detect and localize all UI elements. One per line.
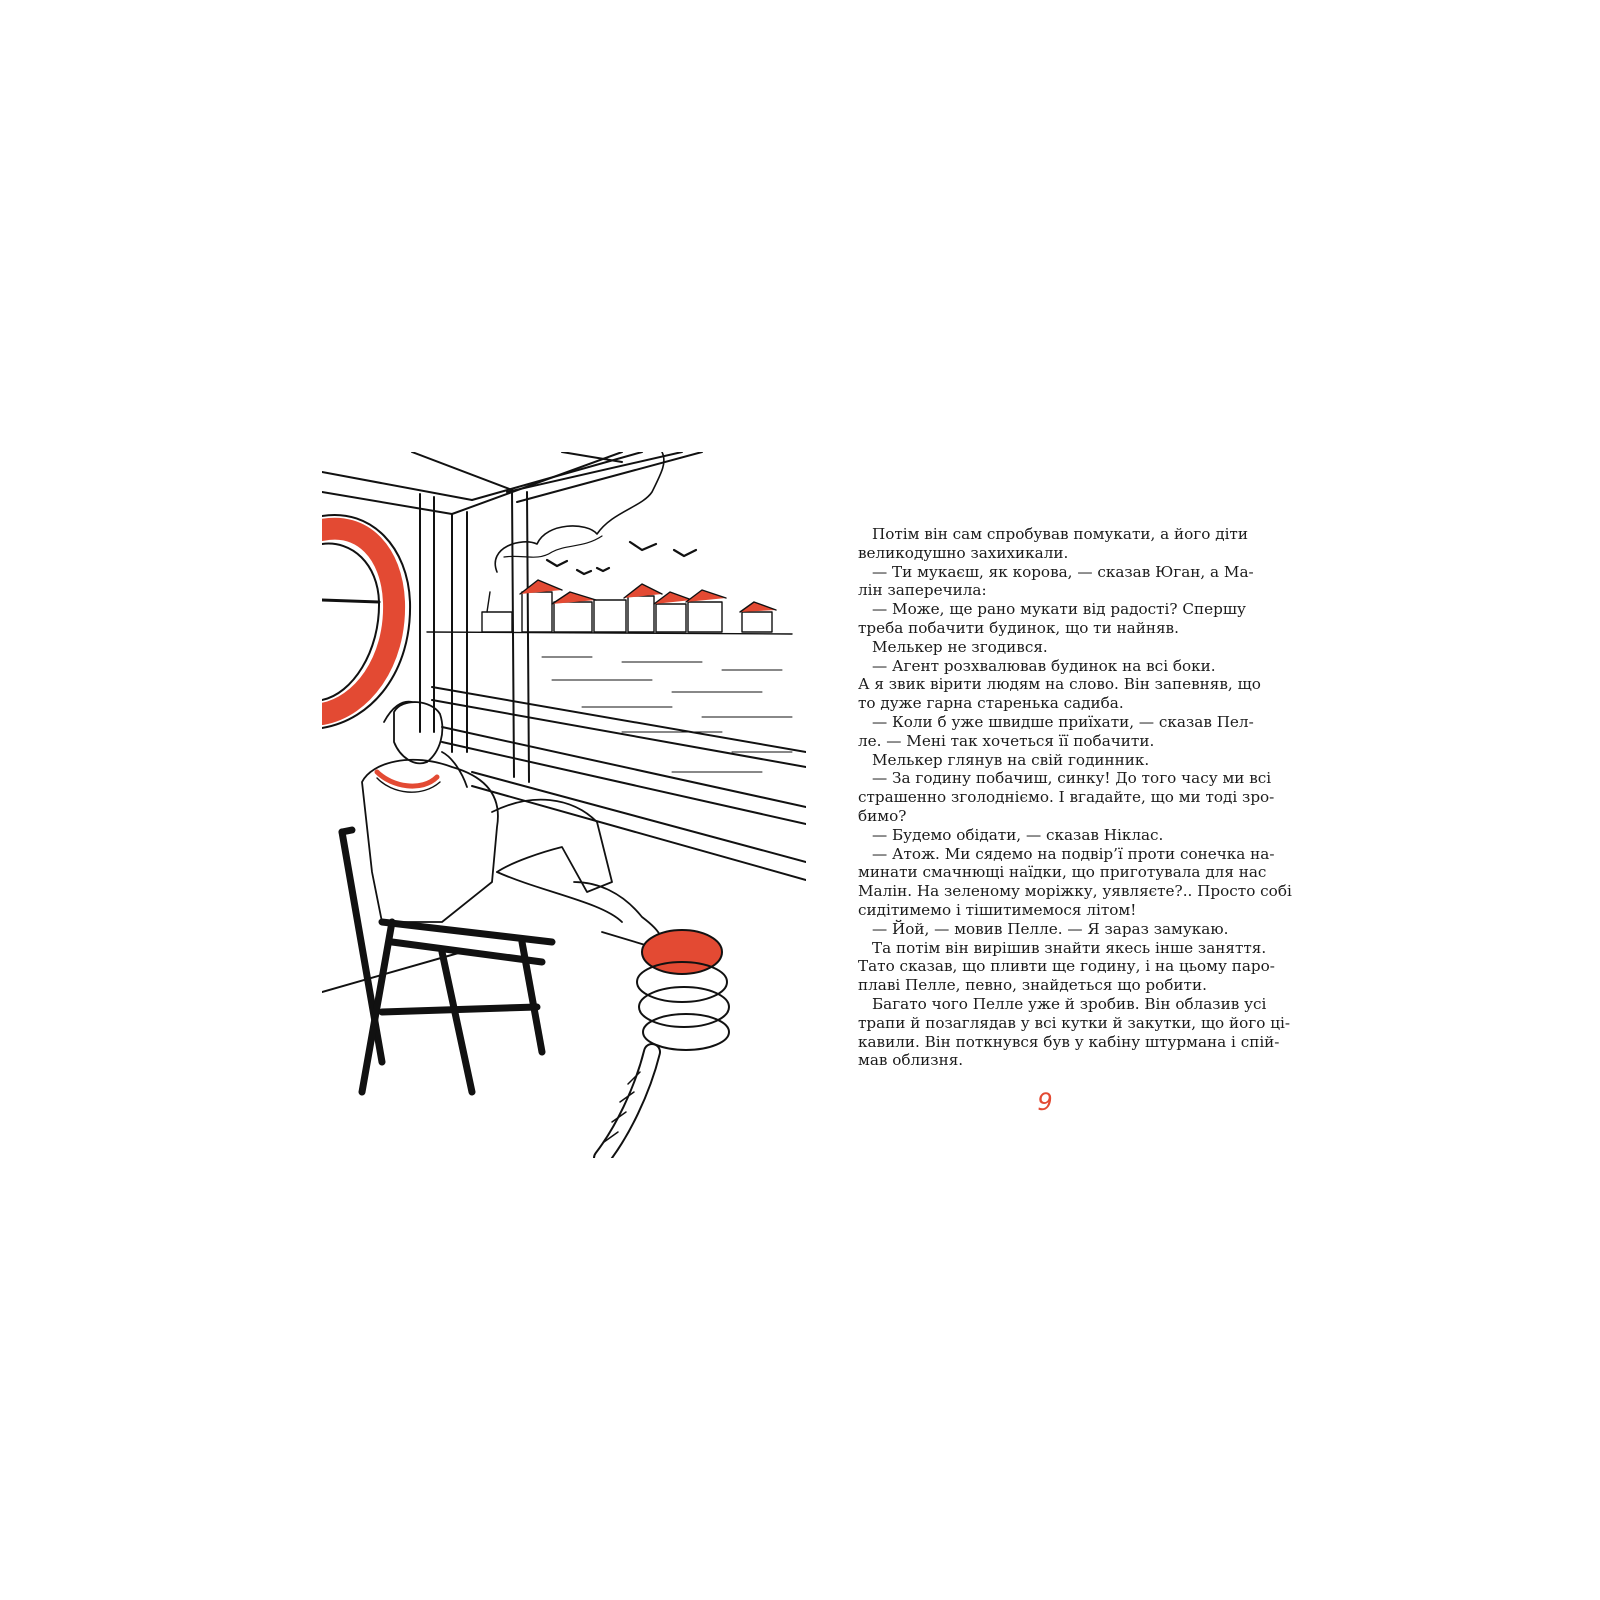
wooden-chair bbox=[342, 830, 552, 1092]
text-line: Малін. На зеленому моріжку, уявляєте?.. Просто собі bbox=[858, 882, 1292, 901]
page-number: 9 bbox=[1037, 1088, 1053, 1116]
text-line: минати смачнющі наїдки, що приготувала для нас bbox=[858, 863, 1267, 882]
text-line: кавили. Він поткнувся був у кабіну штурмана і спій- bbox=[858, 1032, 1280, 1051]
water bbox=[542, 657, 792, 772]
sitting-man bbox=[362, 702, 661, 947]
text-line: Потім він сам спробував помукати, а його діти bbox=[872, 525, 1248, 543]
text-line: лін заперечила: bbox=[858, 581, 987, 600]
text-line: ле. — Мені так хочеться її побачити. bbox=[858, 731, 1155, 750]
text-line: то дуже гарна старенька садиба. bbox=[858, 694, 1124, 713]
text-line: — Будемо обідати, — сказав Ніклас. bbox=[872, 825, 1164, 844]
text-line: — Ти мукаєш, як корова, — сказав Юган, а Ма- bbox=[872, 562, 1254, 581]
text-line: трапи й позаглядав у всі кутки й закутки, що його ці- bbox=[858, 1013, 1290, 1032]
text-line: — Атож. Ми сядемо на подвір’ї проти сонечка на- bbox=[872, 844, 1275, 863]
town-skyline bbox=[427, 580, 792, 634]
text-line: А я звик вірити людям на слово. Він запевняв, що bbox=[858, 675, 1261, 694]
text-line: мав облизня. bbox=[858, 1051, 964, 1070]
life-ring bbox=[322, 515, 410, 728]
text-line: треба побачити будинок, що ти найняв. bbox=[858, 618, 1179, 637]
text-line: — Йой, — мовив Пелле. — Я зараз замукаю. bbox=[872, 919, 1229, 938]
text-line: Тато сказав, що пливти ще годину, і на цьому паро- bbox=[858, 957, 1275, 976]
text-line: плаві Пелле, певно, знайдеться що робити. bbox=[858, 976, 1207, 995]
text-line: страшенно зголодніємо. І вгадайте, що ми тоді зро- bbox=[858, 788, 1275, 807]
text-line: — Агент розхвалював будинок на всі боки. bbox=[872, 656, 1216, 675]
text-line: великодушно захихикали. bbox=[858, 543, 1069, 562]
text-line: Багато чого Пелле уже й зробив. Він облазив усі bbox=[872, 994, 1267, 1013]
text-line: — За годину побачиш, синку! До того часу ми всі bbox=[872, 769, 1272, 788]
text-line: Мелькер глянув на свій годинник. bbox=[872, 750, 1150, 769]
text-line: бимо? bbox=[858, 806, 907, 825]
deck-posts bbox=[420, 490, 529, 782]
story-text bbox=[858, 525, 1292, 1070]
text-line: — Коли б уже швидше приїхати, — сказав Пел- bbox=[872, 712, 1254, 731]
rope-coil bbox=[602, 930, 729, 1158]
text-line: — Може, ще рано мукати від радості? Спершу bbox=[872, 600, 1246, 619]
text-line: Мелькер не згодився. bbox=[872, 637, 1048, 656]
text-line: Та потім він вирішив знайти якесь інше заняття. bbox=[872, 938, 1267, 957]
text-line: сидітимемо і тішитимемося літом! bbox=[858, 900, 1137, 919]
ship-deck-illustration bbox=[322, 452, 806, 1158]
